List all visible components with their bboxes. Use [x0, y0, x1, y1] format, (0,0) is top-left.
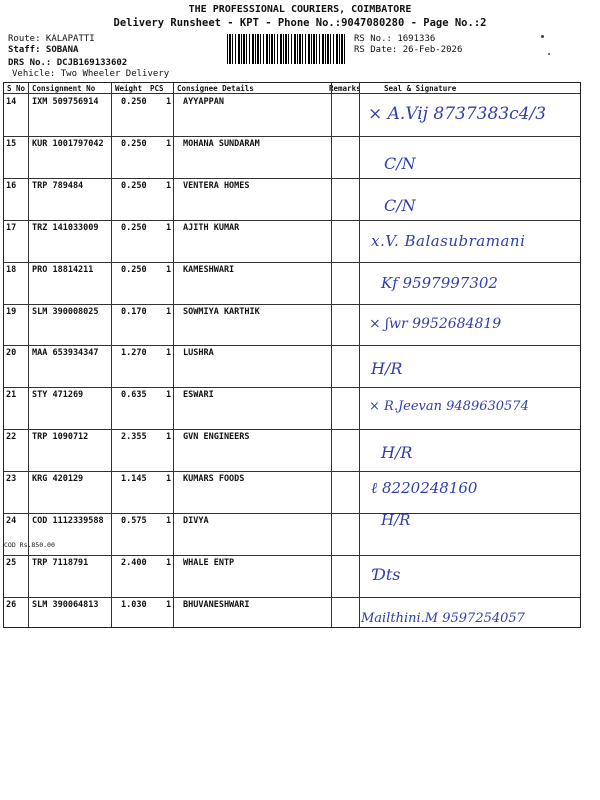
row-divider	[4, 555, 580, 556]
row-signature: Mailthini.M 9597254057	[361, 610, 525, 626]
row-pcs: 1	[166, 390, 172, 401]
row-consignment-no: SLM 390064813	[32, 599, 99, 610]
route-label: Route: KALAPATTI	[8, 34, 95, 44]
row-signature: × R.Jeevan 9489630574	[369, 399, 529, 415]
row-consignee: ESWARI	[183, 390, 214, 401]
row-consignment-no: TRP 1090712	[32, 432, 89, 443]
row-pcs: 1	[166, 180, 172, 191]
col-header-remarks: Remarks	[329, 84, 361, 93]
row-signature: × A.Vij 8737383c4/3	[368, 104, 547, 124]
row-signature: Ɗts	[373, 564, 401, 584]
barcode-image	[227, 34, 347, 64]
rs-number: RS No.: 1691336	[354, 34, 436, 44]
row-divider	[4, 262, 580, 263]
row-sno: 26	[6, 599, 17, 610]
row-consignment-no: SLM 390008025	[32, 306, 99, 317]
row-signature: C/N	[384, 195, 416, 215]
row-sno: 20	[6, 348, 17, 359]
row-sno: 17	[6, 222, 17, 233]
row-weight: 0.250	[121, 264, 147, 275]
row-divider	[4, 345, 580, 346]
rs-date: RS Date: 26-Feb-2026	[354, 45, 463, 55]
row-consignment-no: TRP 789484	[32, 180, 84, 191]
row-signature: × ʃwr 9952684819	[369, 315, 502, 332]
row-signature: H/R	[381, 443, 413, 463]
row-pcs: 1	[166, 474, 172, 485]
row-consignment-no: KRG 420129	[32, 474, 84, 485]
row-sno: 25	[6, 557, 17, 568]
row-sno: 19	[6, 306, 17, 317]
row-divider	[4, 220, 580, 221]
row-consignment-no: TRZ 141033009	[32, 222, 99, 233]
row-consignee: KUMARS FOODS	[183, 474, 245, 485]
row-pcs: 1	[166, 306, 172, 317]
row-weight: 0.250	[121, 138, 147, 149]
col-header-sno: S No	[7, 84, 26, 93]
row-pcs: 1	[166, 138, 172, 149]
row-consignee: VENTERA HOMES	[183, 180, 250, 191]
row-signature: H/R	[381, 511, 411, 529]
row-consignment-no: MAA 653934347	[32, 348, 99, 359]
row-consignment-no: PRO 18814211	[32, 264, 94, 275]
staff-label: Staff: SOBANA	[8, 45, 79, 55]
row-signature: H/R	[371, 359, 403, 379]
row-consignee: SOWMIYA KARTHIK	[183, 306, 260, 317]
row-pcs: 1	[166, 97, 172, 107]
row-pcs: 1	[166, 222, 172, 233]
row-divider	[4, 429, 580, 430]
row-consignee: GVN ENGINEERS	[183, 432, 250, 443]
row-pcs: 1	[166, 348, 172, 359]
row-signature: ℓ 8220248160	[371, 479, 478, 498]
scan-speck	[541, 35, 544, 38]
row-sno: 16	[6, 180, 17, 191]
row-signature: C/N	[384, 153, 416, 173]
runsheet-title: Delivery Runsheet - KPT - Phone No.:9047080280 - Page No.:2	[113, 17, 487, 29]
row-weight: 0.635	[121, 390, 147, 401]
col-header-weight: Weight	[115, 84, 143, 93]
row-sno: 24	[6, 516, 17, 526]
row-weight: 0.250	[121, 222, 147, 233]
row-consignment-no: COD 1112339588	[32, 516, 104, 526]
row-consignee: AJITH KUMAR	[183, 222, 240, 233]
row-weight: 0.250	[121, 97, 147, 107]
row-divider	[4, 304, 580, 305]
col-header-pcs: PCS	[150, 84, 164, 93]
row-consignee: WHALE ENTP	[183, 557, 235, 568]
row-weight: 1.145	[121, 474, 147, 485]
row-sno: 14	[6, 97, 17, 107]
row-weight: 0.575	[121, 516, 147, 526]
row-signature: Kf 9597997302	[381, 273, 498, 292]
row-consignee: MOHANA SUNDARAM	[183, 138, 260, 149]
row-pcs: 1	[166, 432, 172, 443]
row-consignee: LUSHRA	[183, 348, 214, 359]
column-divider	[331, 83, 332, 627]
row-sno: 21	[6, 390, 17, 401]
row-weight: 0.170	[121, 306, 147, 317]
row-divider	[4, 178, 580, 179]
row-sno: 15	[6, 138, 17, 149]
row-sno: 23	[6, 474, 17, 485]
row-divider	[4, 387, 580, 388]
row-sno: 18	[6, 264, 17, 275]
runsheet-table	[3, 82, 581, 628]
row-signature: x.V. Balasubramani	[371, 231, 526, 250]
col-header-consignee: Consignee Details	[177, 84, 254, 93]
row-consignment-no: STY 471269	[32, 390, 84, 401]
drs-number: DRS No.: DCJB169133602	[8, 58, 128, 68]
row-cod-note: COD Rs.850.00	[4, 541, 55, 549]
column-divider	[173, 83, 174, 627]
row-pcs: 1	[166, 557, 172, 568]
scan-speck	[548, 53, 550, 55]
column-divider	[359, 83, 360, 627]
row-pcs: 1	[166, 264, 172, 275]
row-pcs: 1	[166, 599, 172, 610]
row-pcs: 1	[166, 516, 172, 526]
row-weight: 1.270	[121, 348, 147, 359]
col-header-consignment: Consignment No	[32, 84, 96, 93]
row-divider	[4, 513, 580, 514]
column-divider	[111, 83, 112, 627]
row-consignment-no: TRP 7118791	[32, 557, 89, 568]
row-divider	[4, 136, 580, 137]
row-divider	[4, 471, 580, 472]
vehicle-label: Vehicle: Two Wheeler Delivery	[12, 69, 170, 79]
row-sno: 22	[6, 432, 17, 443]
row-consignment-no: IXM 509756914	[32, 97, 99, 107]
row-divider	[4, 597, 580, 598]
row-weight: 2.400	[121, 557, 147, 568]
row-weight: 2.355	[121, 432, 147, 443]
row-consignee: BHUVANESHWARI	[183, 599, 250, 610]
row-consignee: KAMESHWARI	[183, 264, 235, 275]
row-consignee: DIVYA	[183, 516, 209, 526]
col-header-seal: Seal & Signature	[384, 84, 457, 93]
company-title: THE PROFESSIONAL COURIERS, COIMBATORE	[188, 4, 412, 15]
header-divider	[4, 93, 580, 94]
row-consignment-no: KUR 1001797042	[32, 138, 104, 149]
row-weight: 1.030	[121, 599, 147, 610]
row-weight: 0.250	[121, 180, 147, 191]
row-consignee: AYYAPPAN	[183, 97, 224, 107]
